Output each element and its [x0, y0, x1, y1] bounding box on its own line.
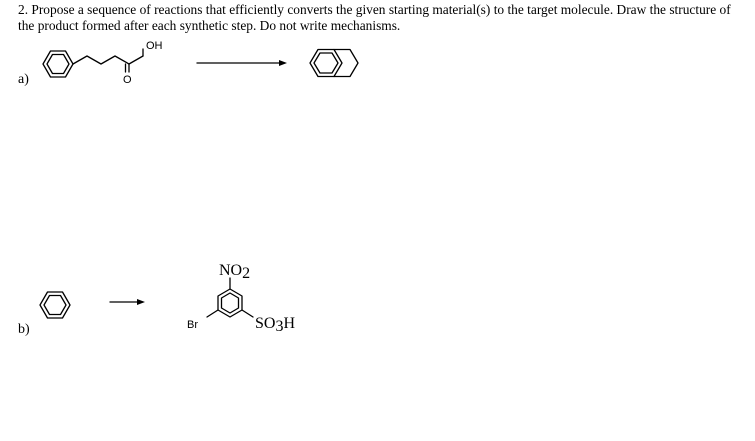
target-molecule-b — [207, 278, 253, 317]
part-b-label: b) — [18, 322, 30, 337]
target-molecule-a — [310, 50, 358, 77]
nitro-label-main: NO — [219, 262, 243, 279]
alkyl-chain-a — [73, 56, 143, 64]
starting-material-a — [43, 49, 143, 77]
benzene-ring-a-inner — [47, 55, 69, 74]
so3h-label-a: SO — [255, 315, 276, 332]
reaction-arrow-b-head — [137, 299, 145, 305]
question-text: 2. Propose a sequence of reactions that efficiently converts the given starting material(s) to the target molecule. Draw the structure of the product formed after each synthetic step. Do not write mechanisms. — [18, 2, 731, 33]
so3h-label-b: H — [283, 315, 296, 332]
nitro-label-sub: 2 — [242, 265, 251, 282]
so3h-label-sub: 3 — [275, 318, 284, 335]
bromo-bond — [207, 310, 218, 317]
nitro-label — [219, 262, 250, 282]
sulfonic-acid-label — [255, 315, 295, 335]
part-a-label: a) — [18, 72, 29, 87]
carbonyl-o-label: O — [123, 74, 132, 86]
starting-material-b — [40, 292, 70, 318]
benzene-ring-target-b-inner — [222, 293, 239, 313]
aromatic-ring-target-a-inner — [314, 53, 338, 73]
sulfonic-bond — [242, 310, 253, 317]
reaction-arrow-a-head — [279, 60, 287, 66]
bromo-label: Br — [187, 319, 198, 331]
benzene-ring-b-inner — [44, 296, 66, 315]
oh-label: OH — [146, 40, 163, 52]
